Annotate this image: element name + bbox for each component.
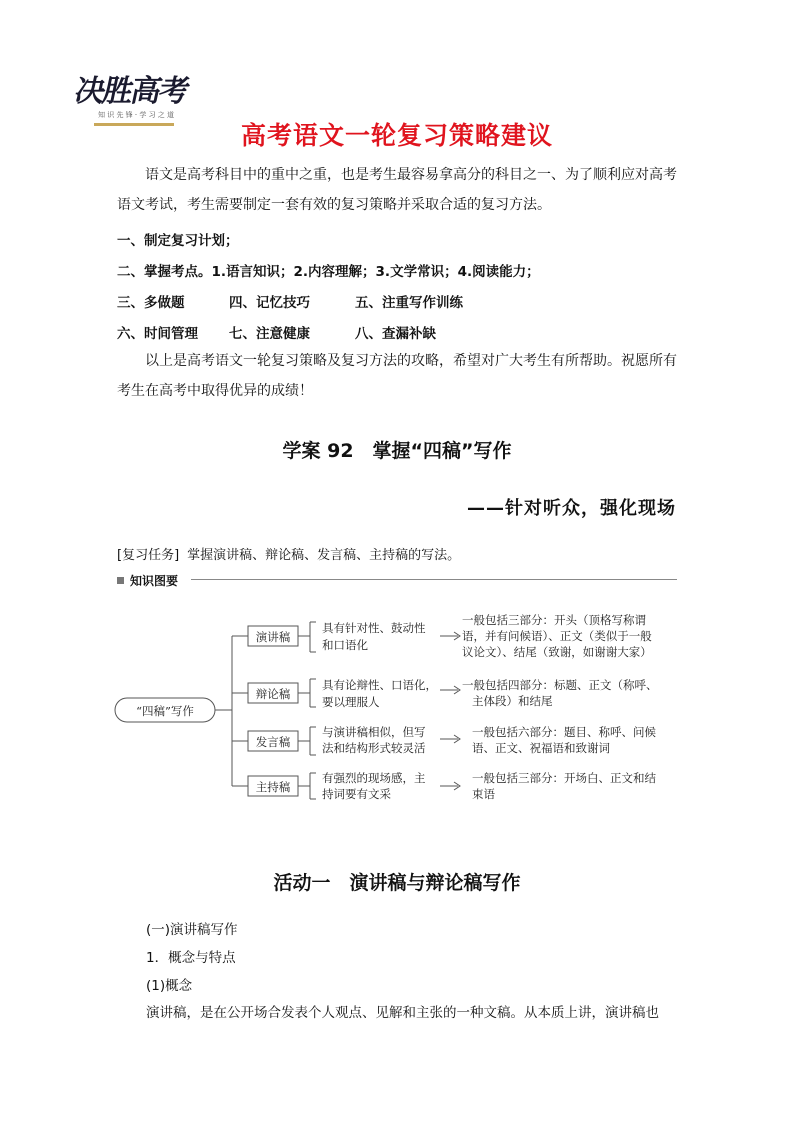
review-task-text: 掌握演讲稿、辩论稿、发言稿、主持稿的写法。 [187, 548, 461, 563]
mind-map-root-label: “四稿”写作 [136, 704, 194, 718]
intro-paragraph: 语文是高考科目中的重中之重，也是考生最容易拿高分的科目之一、为了顺利应对高考语文考试，考生需要制定一套有效的复习策略并采取合适的复习方法。 [117, 167, 677, 213]
branch-structure-debate-2: 主体段）和结尾 [472, 694, 553, 708]
branch-feature-debate-1: 具有论辩性、口语化， [322, 678, 437, 692]
body-paragraph: 演讲稿，是在公开场合发表个人观点、见解和主张的一种文稿。从本质上讲，演讲稿也 [146, 1005, 659, 1021]
mind-map-diagram [110, 600, 690, 810]
item-6: 六、时间管理 [117, 326, 198, 342]
divider [191, 579, 677, 580]
item-8: 八、查漏补缺 [355, 326, 436, 342]
document-title: 高考语文一轮复习策略建议 [240, 121, 553, 150]
item-5: 五、注重写作训练 [355, 295, 463, 311]
item-line-1: 一、制定复习计划； [117, 233, 239, 249]
item-4: 四、记忆技巧 [229, 295, 310, 311]
logo-subtext: 知 识 先 锋 · 学 习 之 道 [98, 111, 175, 119]
branch-structure-speech-3: 议论文）、结尾（致谢，如谢谢大家） [462, 645, 652, 659]
branch-structure-speech-1: 一般包括三部分：开头（顶格写称谓 [462, 613, 646, 627]
branch-structure-debate-1: 一般包括四部分：标题、正文（称呼、 [462, 678, 658, 692]
square-icon [117, 577, 124, 584]
branch-feature-speech-2: 和口语化 [322, 638, 368, 652]
branch-feature-debate-2: 要以理服人 [322, 695, 380, 709]
branch-label-host: 主持稿 [255, 780, 291, 794]
knowledge-map-label: 知识图要 [130, 574, 179, 588]
item-3: 三、多做题 [117, 295, 185, 311]
branch-feature-host-2: 持词要有文采 [322, 787, 391, 801]
branch-structure-host-1: 一般包括三部分：开场白、正文和结 [472, 771, 656, 785]
branch-label-remarks: 发言稿 [255, 735, 291, 749]
review-task [117, 544, 460, 563]
lesson-title: 学案 92 掌握“四稿”写作 [282, 440, 512, 462]
branch-feature-remarks-2: 法和结构形式较灵活 [322, 741, 426, 755]
knowledge-map-header [117, 572, 677, 588]
subsection-heading: 1．概念与特点 [146, 950, 236, 966]
branch-feature-host-1: 有强烈的现场感，主 [322, 771, 426, 785]
branch-structure-remarks-2: 语、正文、祝福语和致谢词 [472, 741, 610, 755]
item-line-2: 二、掌握考点。1.语言知识；2.内容理解；3.文学常识；4.阅读能力； [117, 264, 540, 280]
branch-label-speech: 演讲稿 [255, 630, 291, 644]
branch-feature-speech-1: 具有针对性、鼓动性 [322, 621, 426, 635]
outro-paragraph: 以上是高考语文一轮复习策略及复习方法的攻略，希望对广大考生有所帮助。祝愿所有考生在高考中取得优异的成绩！ [117, 353, 677, 399]
branch-label-debate: 辩论稿 [255, 687, 291, 701]
item-7: 七、注意健康 [229, 326, 310, 342]
subsubsection-heading: (1)概念 [146, 978, 193, 994]
branch-structure-speech-2: 语，并有问候语）、正文（类似于一般 [462, 629, 652, 643]
branch-structure-remarks-1: 一般包括六部分：题目、称呼、问候 [472, 725, 656, 739]
branch-feature-remarks-1: 与演讲稿相似，但写 [322, 725, 426, 739]
section-heading: (一)演讲稿写作 [146, 922, 238, 938]
branch-structure-host-2: 束语 [472, 787, 495, 801]
review-task-label: [复习任务] [117, 548, 180, 563]
logo-text: 决胜高考 [71, 74, 191, 109]
lesson-subtitle: ——针对听众，强化现场 [467, 498, 676, 519]
activity-title: 活动一 演讲稿与辩论稿写作 [273, 872, 521, 894]
